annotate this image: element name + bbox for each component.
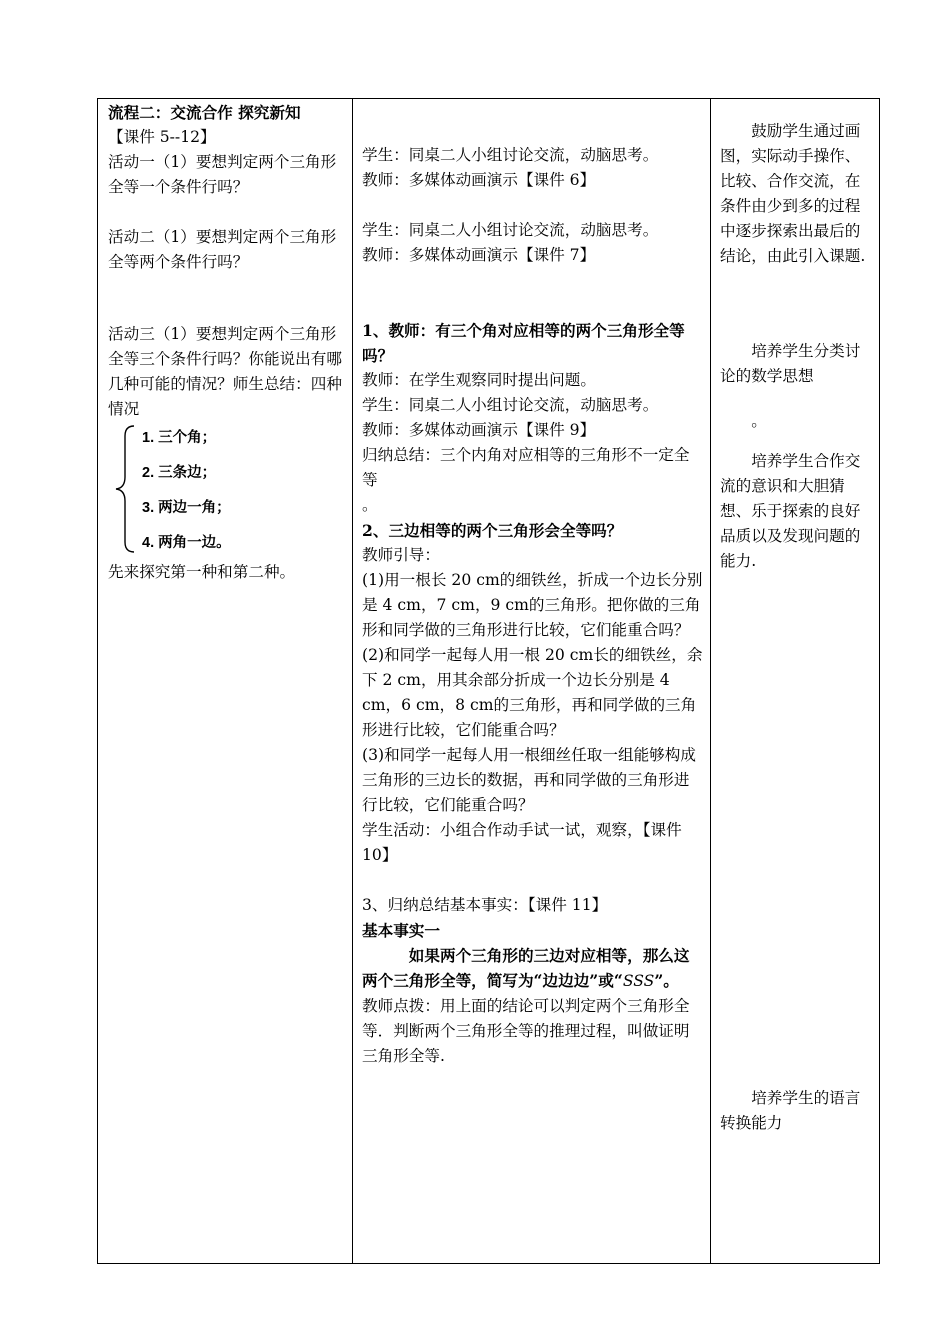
- process-column: [98, 99, 352, 1263]
- question-three: 3、归纳总结基本事实：【课件 11】: [362, 896, 608, 914]
- intent-cooperate: 培养学生合作交流的意识和大胆猜想、乐于探索的良好品质以及发现问题的能力.: [720, 452, 861, 570]
- case-item: 2. 三条边；: [142, 465, 217, 481]
- question-two: 2、三边相等的两个三角形会全等吗？: [362, 521, 623, 540]
- student-discussion: 学生：同桌二人小组讨论交流，动脑思考。: [362, 146, 659, 164]
- case-item: 4. 两角一边。: [142, 535, 231, 551]
- intent-column: [710, 99, 881, 1263]
- teacher-demo: 教师：多媒体动画演示【课件 7】: [362, 246, 596, 264]
- student-discussion: 学生：同桌二人小组讨论交流，动脑思考。: [362, 221, 659, 239]
- case-item: 1. 三个角；: [142, 430, 217, 446]
- explore-text: 先来探究第一种和第二种。: [108, 563, 296, 581]
- teacher-demo: 教师：多媒体动画演示【课件 9】: [362, 421, 596, 439]
- cases-brace-list: [108, 422, 346, 557]
- intent-dot: 。: [751, 412, 767, 430]
- fact-title: 基本事实一: [362, 921, 440, 940]
- lesson-plan-table: [97, 98, 880, 1264]
- teacher-hint: 教师点拨：用上面的结论可以判定两个三角形全等．判断两个三角形全等的推理过程，叫做证明三角形全等.: [362, 997, 690, 1065]
- activities-column: [352, 99, 710, 1263]
- task-two: (2)和同学一起每人用一根 20 cm长的细铁丝，余下 2 cm，用其余部分折成一个边长分别是 4 cm，6 cm，8 cm的三角形，再和同学做的三角形进行比较，它们能重合吗？: [362, 646, 703, 739]
- case-item: 3. 两边一角；: [142, 500, 231, 516]
- task-one: (1)用一根长 20 cm的细铁丝，折成一个边长分别是 4 cm，7 cm，9 cm的三角形。把你做的三角形和同学做的三角形进行比较，它们能重合吗？: [362, 571, 703, 639]
- sss-abbrev: SSS: [622, 972, 655, 990]
- teacher-prompt: 教师：在学生观察同时提出问题。: [362, 371, 596, 389]
- question-one: 1、教师：有三个角对应相等的两个三角形全等吗？: [362, 321, 685, 365]
- student-activity: 学生活动：小组合作动手试一试，观察，【课件 10】: [362, 821, 682, 864]
- brace-icon: [108, 422, 138, 557]
- intent-encourage: 鼓励学生通过画图，实际动手操作、比较、合作交流，在条件由少到多的过程中逐步探索出最后的结论，由此引入课题.: [720, 122, 866, 265]
- intent-classify: 培养学生分类讨论的数学思想: [720, 342, 861, 385]
- summary: 归纳总结：三个内角对应相等的三角形不一定全等: [362, 446, 690, 489]
- activity-three: 活动三（1）要想判定两个三角形全等三个条件行吗？你能说出有哪几种可能的情况？师生总结：四种情况: [108, 325, 342, 418]
- teacher-guide: 教师引导：: [362, 546, 440, 564]
- summary-dot: 。: [362, 496, 378, 514]
- teacher-demo: 教师：多媒体动画演示【课件 6】: [362, 171, 596, 189]
- student-discussion: 学生：同桌二人小组讨论交流，动脑思考。: [362, 396, 659, 414]
- process-title: 流程二：交流合作 探究新知: [108, 103, 301, 122]
- task-three: (3)和同学一起每人用一根细丝任取一组能够构成三角形的三边长的数据，再和同学做的三角形进行比较，它们能重合吗？: [362, 746, 696, 814]
- activity-two: 活动二（1）要想判定两个三角形全等两个条件行吗？: [108, 228, 337, 271]
- activity-one: 活动一（1）要想判定两个三角形全等一个条件行吗？: [108, 153, 337, 196]
- courseware-ref: 【课件 5--12】: [108, 128, 216, 146]
- fact-body: 如果两个三角形的三边对应相等，那么这两个三角形全等，简写为“边边边”或“SSS”。: [362, 946, 690, 990]
- intent-language: 培养学生的语言转换能力: [720, 1089, 861, 1132]
